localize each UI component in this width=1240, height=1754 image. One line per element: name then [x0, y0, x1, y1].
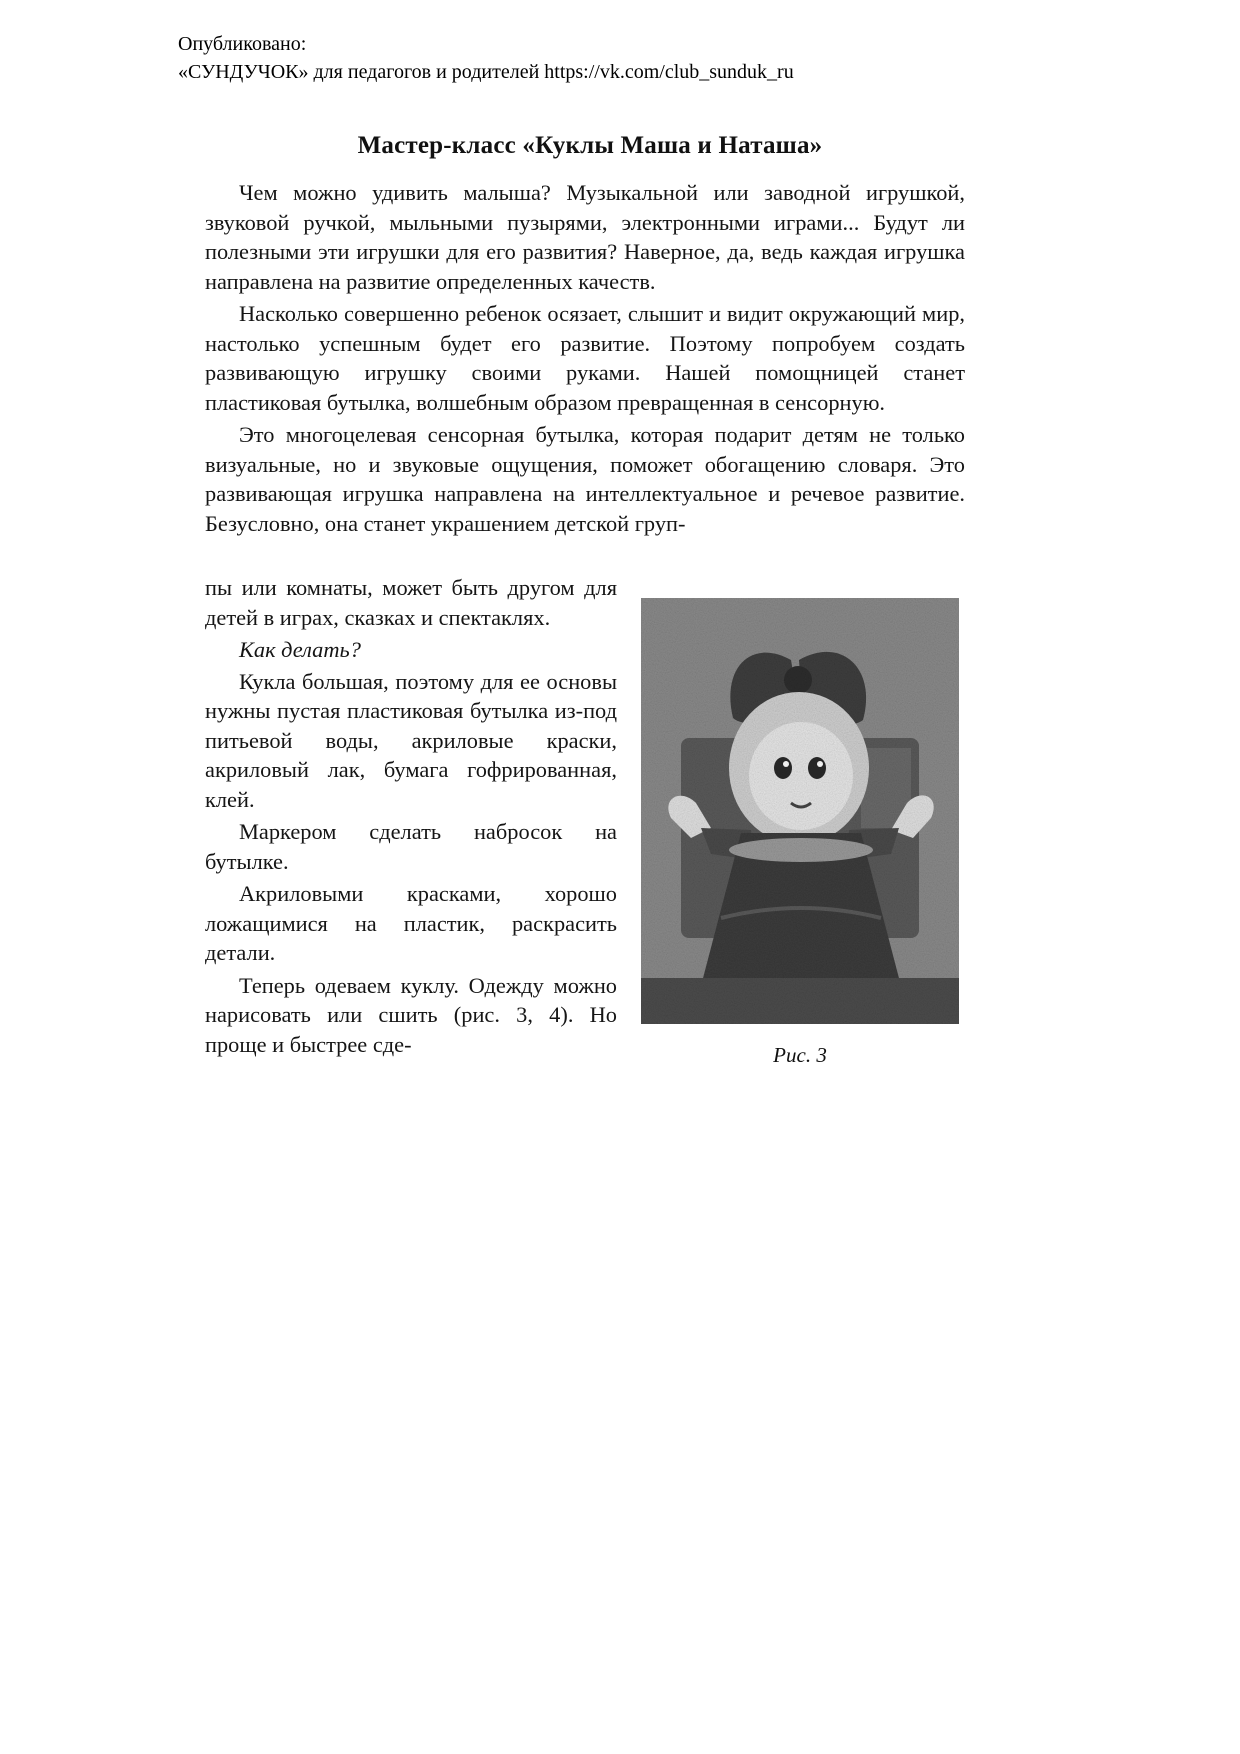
step-paragraph: Акриловыми красками, хорошо ложащимися на пластик, раскрасить детали.	[205, 881, 617, 965]
intro-paragraph: Это многоцелевая сенсорная бутылка, которая подарит детям не только визуальные, но и звуковые ощущения, поможет обогащению словаря. Это развивающая игрушка направлена на интеллектуальное и речевое развитие. Безусловно, она станет украшением детской груп-	[205, 422, 965, 536]
figure-caption: Рис. 3	[773, 1043, 827, 1067]
intro-paragraph: Насколько совершенно ребенок осязает, слышит и видит окружающий мир, настолько успешным будет его развитие. Поэтому попробуем создать развивающую игрушку своими руками. Нашей помощницей станет пластиковая бутылка, волшебным образом превращенная в сенсорную.	[205, 301, 965, 415]
step-paragraph: Маркером сделать набросок на бутылке.	[205, 819, 617, 874]
doll-photo	[641, 598, 959, 1024]
publication-note-line-2: «СУНДУЧОК» для педагогов и родителей https://vk.com/club_sunduk_ru	[178, 61, 794, 83]
step-paragraph: Кукла большая, поэтому для ее основы нужны пустая пластиковая бутылка из-под питьевой воды, акриловые краски, акриловый лак, бумага гофрированная, клей.	[205, 668, 617, 812]
publication-note	[178, 30, 794, 86]
how-to-heading: Как делать?	[239, 637, 361, 662]
publication-note-line-1: Опубликовано:	[178, 33, 307, 55]
continuation-paragraph: пы или комнаты, может быть другом для детей в играх, сказках и спектаклях.	[205, 575, 617, 630]
step-paragraph: Теперь одеваем куклу. Одежду можно нарисовать или сшить (рис. 3, 4). Но проще и быстрее сде-	[205, 972, 617, 1057]
article-column-text	[205, 573, 617, 1062]
intro-paragraph: Чем можно удивить малыша? Музыкальной или заводной игрушкой, звуковой ручкой, мыльными пузырями, электронными играми... Будут ли полезными эти игрушки для его развития? Наверное, да, ведь каждая игрушка направлена на развитие определенных качеств.	[205, 180, 965, 294]
article-intro	[205, 178, 965, 538]
article-title: Мастер-класс «Куклы Маша и Наташа»	[357, 132, 823, 159]
